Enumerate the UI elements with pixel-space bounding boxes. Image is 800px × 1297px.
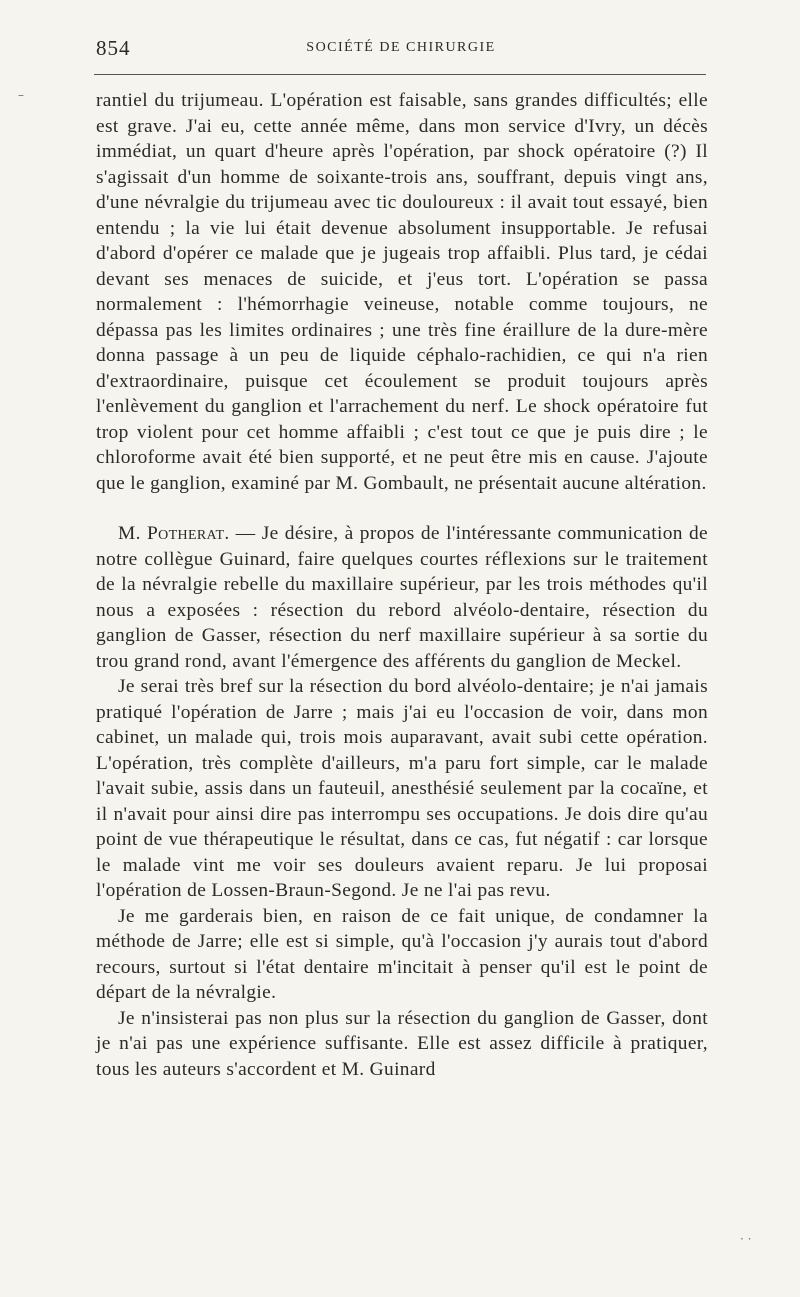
paragraph-text: — Je désire, à propos de l'intéressante communication de notre collègue Guinard, faire quelques courtes réflexions sur le traitement de la névralgie rebelle du maxillaire supérieur, par les trois méthodes qu'il nous a exposées : résection du rebord alvéolo-dentaire, résection du ganglion de Gasser, résection du nerf maxillaire supérieur à sa sortie du trou grand rond, avant l'émergence des afférents du ganglion de Meckel.: [96, 523, 708, 672]
running-head: SOCIÉTÉ DE CHIRURGIE: [306, 40, 496, 55]
page-header: [96, 36, 706, 66]
paragraph-jarre-method: Je me garderais bien, en raison de ce fait unique, de condamner la méthode de Jarre; elle est si simple, qu'à l'occasion j'y aurais tout d'abord recours, surtout si l'état dentaire m'incitait à penser qu'il est le point de départ de la névralgie.: [96, 905, 708, 1003]
speaker-name: M. Potherat.: [118, 523, 230, 544]
paragraph-gasser-ganglion: Je n'insisterai pas non plus sur la résection du ganglion de Gasser, dont je n'ai pas une expérience suffisante. Elle est assez difficile à pratiquer, tous les auteurs s'accordent et M. Guinard: [96, 1007, 708, 1080]
paragraph-jarre-resection: Je serai très bref sur la résection du bord alvéolo-dentaire; je n'ai jamais pratiqué l'opération de Jarre ; mais j'ai eu l'occasion de voir, dans mon cabinet, un malade qui, trois mois auparavant, avait subi cette opération. L'opération, très complète d'ailleurs, m'a paru fort simple, car le malade l'avait subie, assis dans un fauteuil, anesthésié seulement par la cocaïne, et il n'avait pour ainsi dire pas interrompu ses occupations. Je dois dire qu'au point de vue thérapeutique le résultat, dans ce cas, fut négatif : car lorsque le malade vint me voir ses douleurs avaient reparu. Je lui proposai l'opération de Lossen-Braun-Segond. Je ne l'ai pas revu.: [96, 676, 708, 901]
margin-mark: · ·: [740, 1232, 752, 1246]
body-text: [96, 88, 708, 1082]
paragraph-continuation: rantiel du trijumeau. L'opération est faisable, sans grandes difficultés; elle est grave. J'ai eu, cette année même, dans mon service d'Ivry, un décès immédiat, un quart d'heure après l'opération, par shock opératoire (?) Il s'agissait d'un homme de soixante-trois ans, souffrant, depuis vingt ans, d'une névralgie du trijumeau avec tic douloureux : il avait tout essayé, bien entendu ; la vie lui était devenue absolument insupportable. Je refusai d'abord d'opérer ce malade que je jugeais trop affaibli. Plus tard, je cédai devant ses menaces de suicide, et j'eus tort. L'opération se passa normalement : l'hémorrhagie veineuse, notable comme toujours, ne dépassa pas les limites ordinaires ; une très fine éraillure de la dure-mère donna passage à un peu de liquide céphalo-rachidien, ce qui n'a rien d'extraordinaire, puisque cet écoulement se produit toujours après l'enlèvement du ganglion et l'arrachement du nerf. Le shock opératoire fut trop violent pour cet homme affaibli ; c'est tout ce que je puis dire ; le chloroforme avait été bien supporté, et ne peut être mis en cause. J'ajoute que le ganglion, examiné par M. Gombault, ne présentait aucune altération.: [96, 90, 708, 494]
paragraph-potherat-intro: [96, 521, 708, 674]
margin-mark: –: [18, 88, 24, 102]
page-number: 854: [96, 36, 131, 60]
header-rule: [94, 74, 706, 75]
